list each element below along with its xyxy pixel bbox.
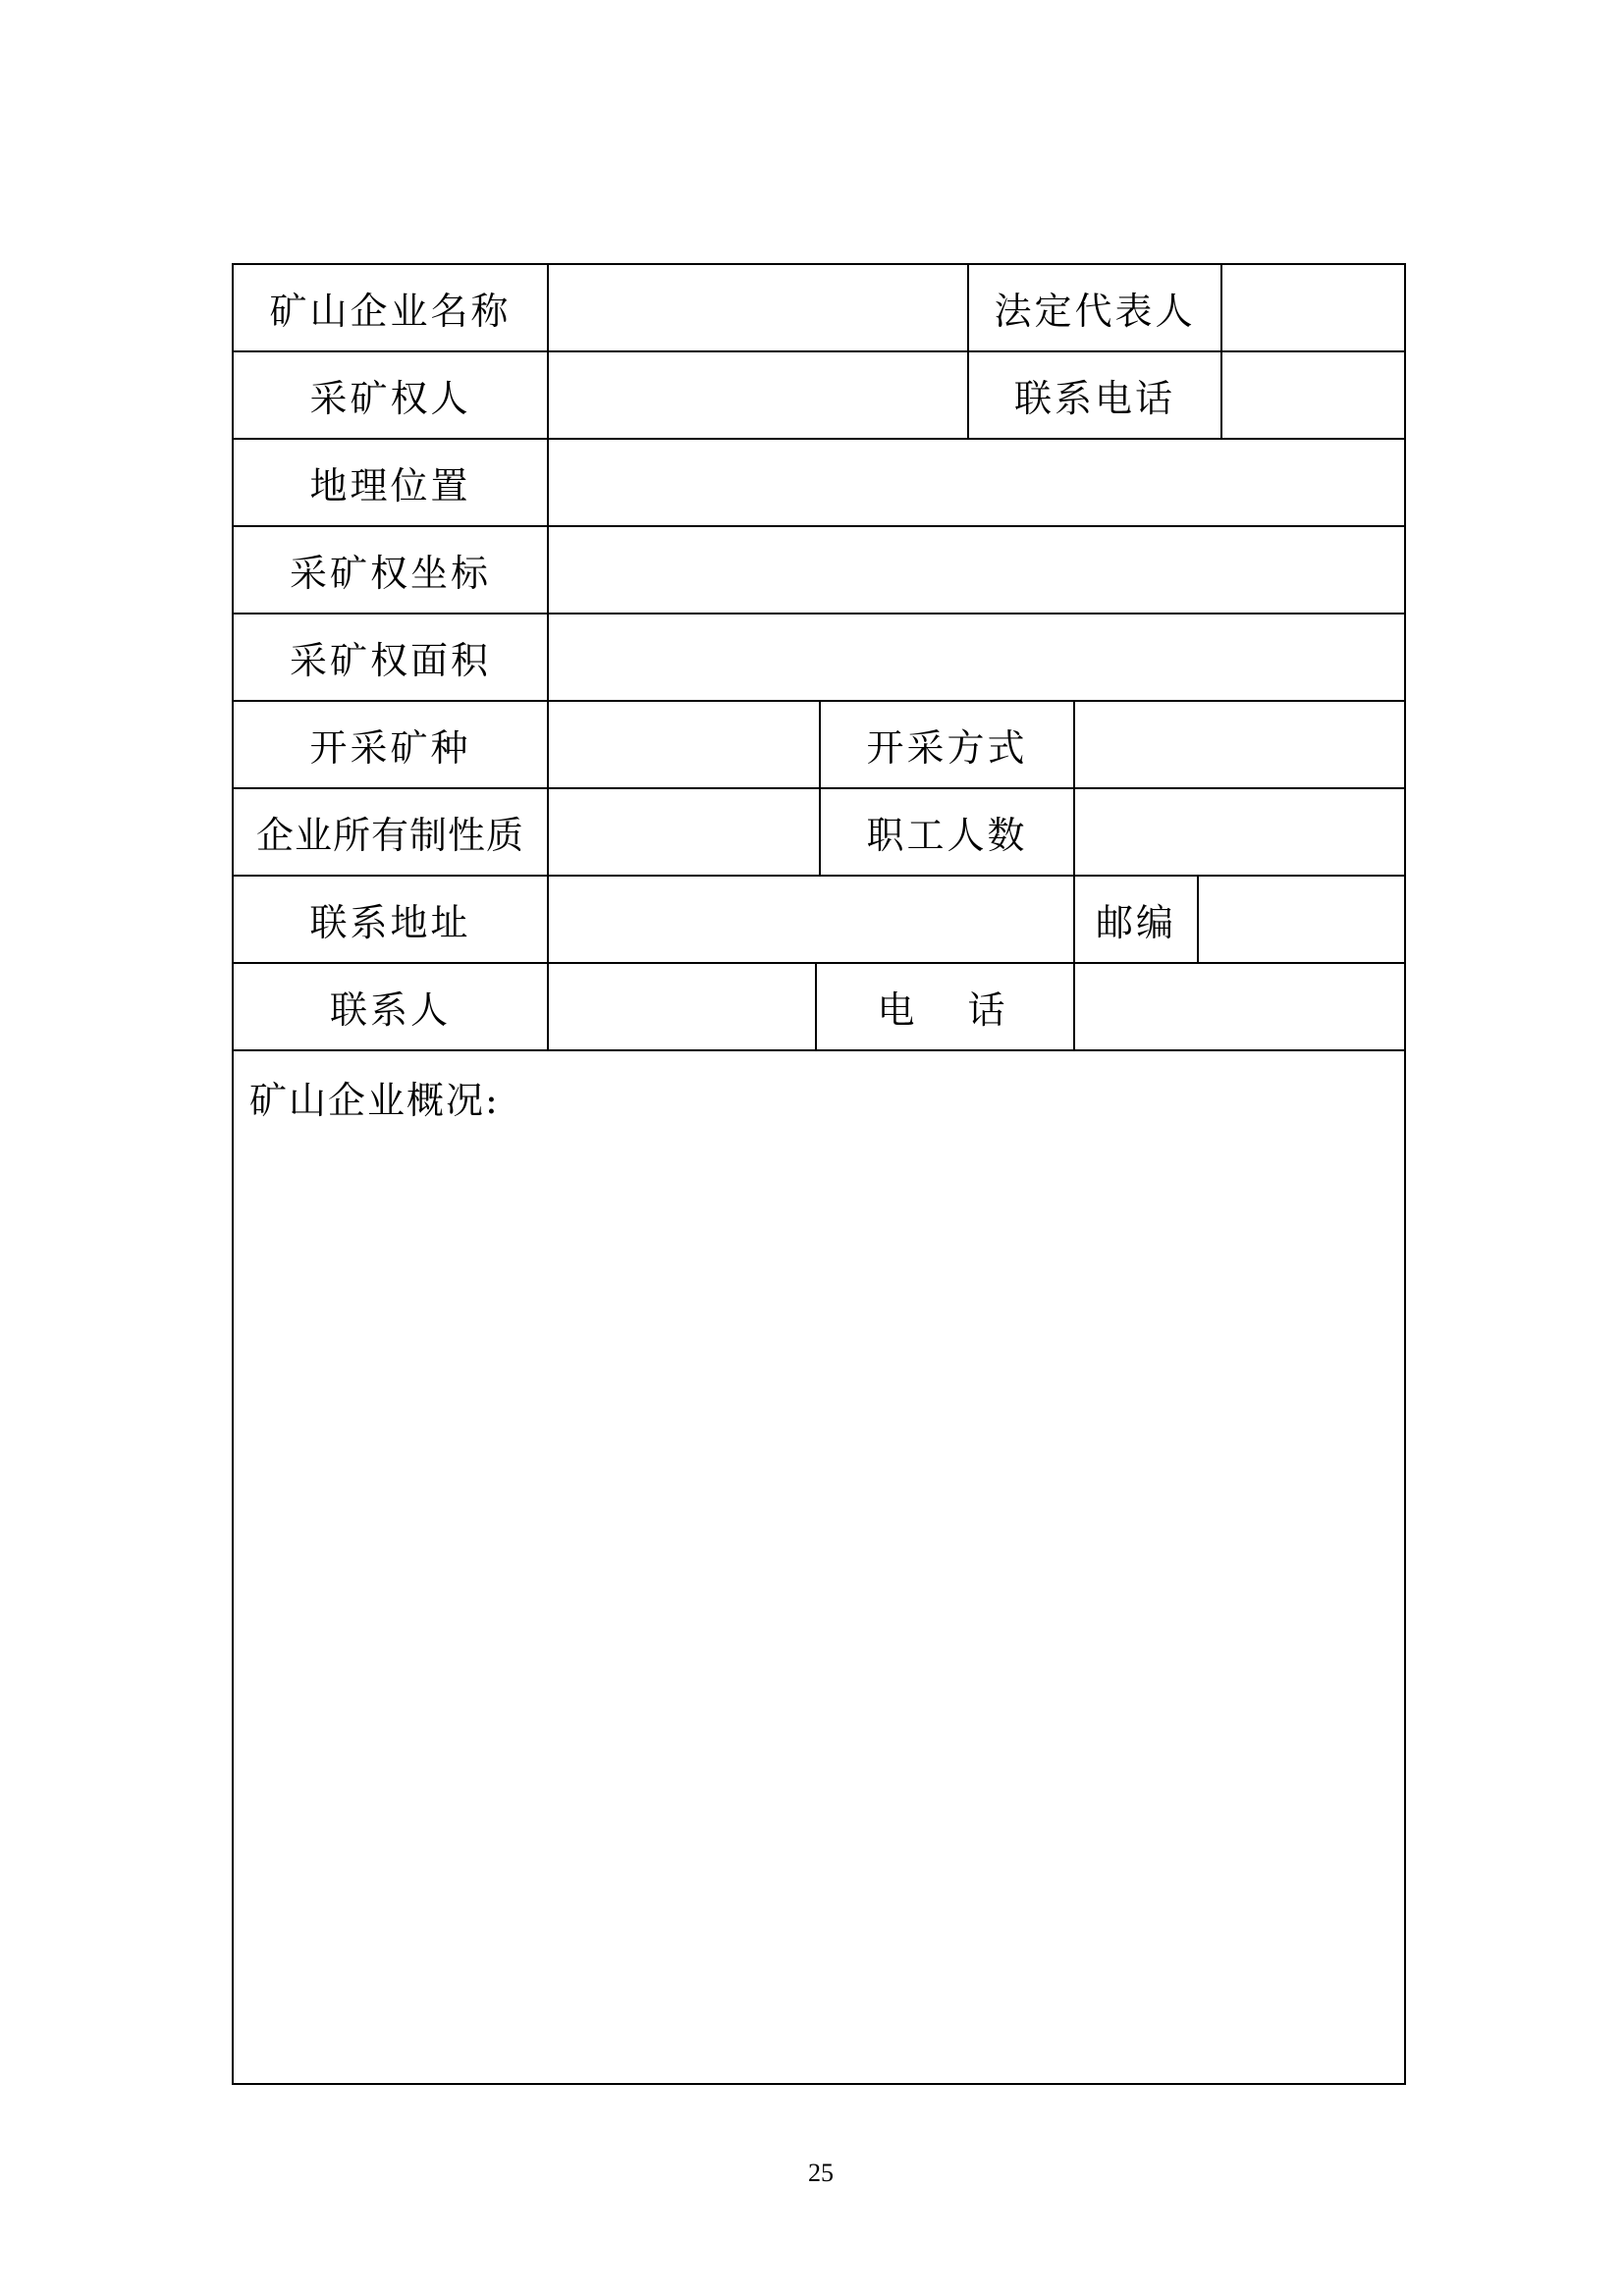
mining-right-area-label: 采矿权面积 [289, 639, 491, 682]
contact-address-label: 联系地址 [309, 901, 471, 944]
telephone-field[interactable] [1075, 964, 1404, 1049]
legal-representative-label: 法定代表人 [994, 290, 1196, 333]
mining-right-coordinates-label: 采矿权坐标 [289, 552, 491, 595]
ownership-nature-label: 企业所有制性质 [255, 814, 524, 857]
mine-enterprise-overview-label: 矿山企业概况: [249, 1079, 500, 1122]
mining-right-holder-field[interactable] [549, 352, 967, 438]
legal-representative-field[interactable] [1222, 265, 1404, 350]
ownership-nature-field[interactable] [549, 789, 819, 875]
mining-method-field[interactable] [1075, 702, 1404, 787]
mining-right-coordinates-field[interactable] [549, 527, 1404, 613]
staff-count-field[interactable] [1075, 789, 1404, 875]
contact-phone-field[interactable] [1222, 352, 1404, 438]
mineral-type-label: 开采矿种 [309, 726, 471, 770]
contact-phone-label: 联系电话 [1013, 377, 1175, 420]
contact-person-field[interactable] [549, 964, 815, 1049]
mining-right-holder-label: 采矿权人 [309, 377, 471, 420]
contact-address-field[interactable] [549, 877, 1073, 962]
postcode-field[interactable] [1199, 877, 1404, 962]
mining-method-label: 开采方式 [866, 726, 1028, 770]
contact-person-label: 联系人 [329, 988, 451, 1032]
postcode-label: 邮编 [1095, 901, 1176, 944]
mineral-type-field[interactable] [549, 702, 819, 787]
mining-right-area-field[interactable] [549, 614, 1404, 700]
mine-enterprise-name-label: 矿山企业名称 [269, 290, 512, 333]
geographic-location-label: 地理位置 [309, 464, 471, 507]
telephone-label: 电 话 [877, 988, 1013, 1032]
geographic-location-field[interactable] [549, 440, 1404, 525]
staff-count-label: 职工人数 [866, 814, 1028, 857]
page-number: 25 [808, 2159, 834, 2187]
mine-enterprise-name-field[interactable] [549, 265, 967, 350]
mine-enterprise-overview-field[interactable] [234, 1129, 1404, 2081]
